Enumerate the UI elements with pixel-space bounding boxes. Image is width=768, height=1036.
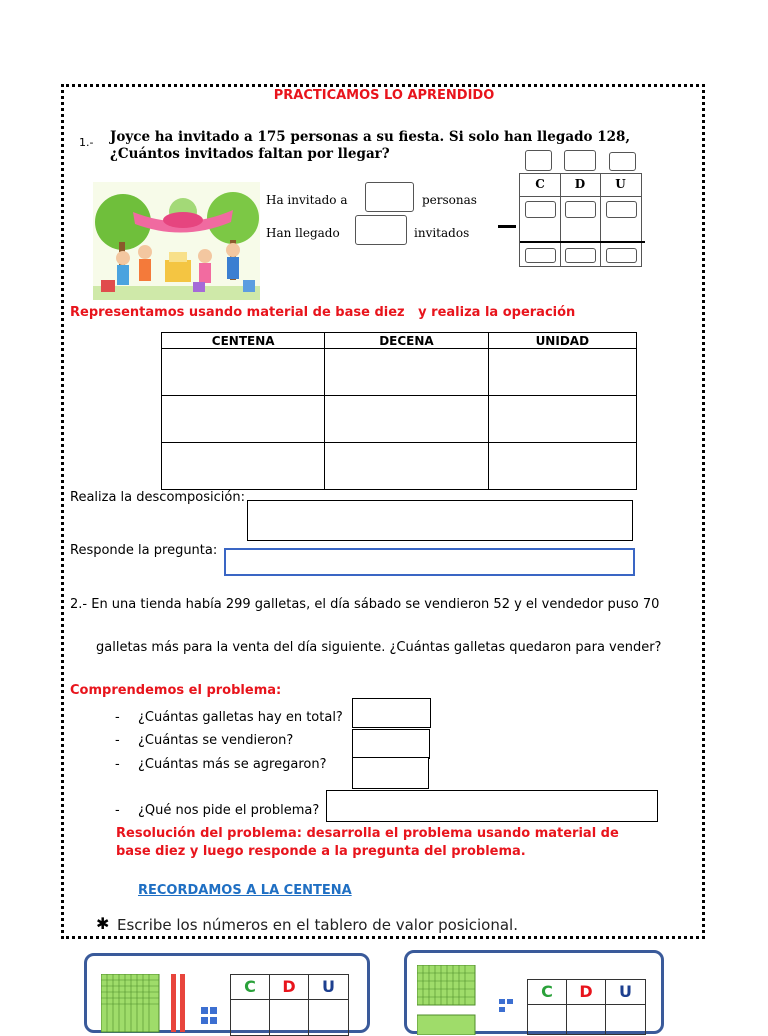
question-bullet: - [115, 710, 120, 725]
question-bullet: - [115, 733, 120, 748]
carry-box-u[interactable] [609, 152, 636, 171]
base-ten-blocks-icon [101, 974, 221, 1034]
problem1-line2: ¿Cuántos invitados faltan por llegar? [110, 146, 390, 162]
board-divider [605, 1004, 606, 1034]
minuend-u-box[interactable] [606, 201, 637, 218]
table-cell[interactable] [325, 396, 488, 443]
question-bullet: - [115, 803, 120, 818]
base-ten-table [161, 332, 637, 490]
cdu-header-line [520, 196, 641, 197]
table-cell[interactable] [488, 443, 636, 490]
place-value-board-2 [527, 979, 646, 1035]
base-ten-blocks-icon [417, 965, 527, 1035]
board-divider [308, 999, 309, 1035]
party-illustration [93, 182, 260, 300]
arrived-label: Han llegado [266, 226, 340, 240]
table-cell[interactable] [325, 349, 488, 396]
minus-sign [498, 225, 516, 228]
question-added: ¿Cuántas más se agregaron? [138, 757, 327, 772]
carry-box-d[interactable] [564, 150, 596, 171]
place-value-board-1 [230, 974, 349, 1036]
board-divider [566, 1004, 567, 1034]
col-header-unidad: UNIDAD [488, 333, 636, 349]
exercise-card-2 [404, 950, 664, 1034]
board-header-d: D [567, 980, 606, 1005]
resolution-line1: Resolución del problema: desarrolla el problema usando material de [116, 826, 619, 841]
table-cell[interactable] [162, 349, 325, 396]
result-d-box[interactable] [565, 248, 596, 263]
board-header-c: C [231, 975, 270, 1000]
problem1-line1: Joyce ha invitado a 175 personas a su fiesta. Si solo han llegado 128, [110, 129, 631, 145]
subtraction-line [520, 241, 645, 243]
question-total: ¿Cuántas galletas hay en total? [138, 710, 343, 725]
cdu-header-u: U [615, 177, 626, 191]
col-header-decena: DECENA [325, 333, 488, 349]
result-c-box[interactable] [525, 248, 556, 263]
cdu-header-c: C [535, 177, 545, 191]
board-header-d: D [270, 975, 309, 1000]
answer-box[interactable] [224, 548, 635, 576]
board-divider [269, 999, 270, 1035]
table-cell[interactable] [488, 396, 636, 443]
problem-number: 1.- [79, 136, 94, 149]
col-header-centena: CENTENA [162, 333, 325, 349]
minuend-c-box[interactable] [525, 201, 556, 218]
board-header-u: U [309, 975, 348, 1000]
instruction-text: Escribe los números en el tablero de valor posicional. [117, 916, 518, 934]
decomposition-box[interactable] [247, 500, 633, 541]
understand-heading: Comprendemos el problema: [70, 683, 282, 698]
cdu-board [519, 173, 642, 267]
question-ask: ¿Qué nos pide el problema? [138, 803, 320, 818]
problem2-line1: 2.- En una tienda había 299 galletas, el día sábado se vendieron 52 y el vendedor puso 70 [70, 597, 660, 612]
invited-label: Ha invitado a [266, 193, 348, 207]
sold-answer-box[interactable] [352, 729, 430, 759]
question-sold: ¿Cuántas se vendieron? [138, 733, 294, 748]
represent-heading: Representamos usando material de base diez y realiza la operación [70, 305, 576, 320]
resolution-line2: base diez y luego responde a la pregunta del problema. [116, 844, 526, 859]
minuend-d-box[interactable] [565, 201, 596, 218]
asterisk-icon: ✱ [96, 914, 110, 933]
recall-link[interactable]: RECORDAMOS A LA CENTENA [138, 883, 352, 898]
question-bullet: - [115, 757, 120, 772]
arrived-answer-box[interactable] [355, 215, 407, 245]
result-u-box[interactable] [606, 248, 637, 263]
carry-box-c[interactable] [525, 150, 552, 171]
table-cell[interactable] [162, 443, 325, 490]
cdu-header-d: D [574, 177, 586, 191]
added-answer-box[interactable] [352, 757, 429, 789]
invited-unit: personas [422, 193, 477, 207]
table-cell[interactable] [325, 443, 488, 490]
exercise-card-1 [84, 953, 370, 1033]
decomposition-label: Realiza la descomposición: [70, 490, 245, 505]
total-answer-box[interactable] [352, 698, 431, 728]
page-title: PRACTICAMOS LO APRENDIDO [273, 88, 495, 103]
table-cell[interactable] [488, 349, 636, 396]
answer-label: Responde la pregunta: [70, 543, 218, 558]
board-header-c: C [528, 980, 567, 1005]
ask-answer-box[interactable] [326, 790, 658, 822]
board-header-u: U [606, 980, 645, 1005]
problem2-line2: galletas más para la venta del día siguiente. ¿Cuántas galletas quedaron para vender? [96, 640, 662, 655]
arrived-unit: invitados [414, 226, 470, 240]
invited-answer-box[interactable] [365, 182, 414, 212]
table-cell[interactable] [162, 396, 325, 443]
